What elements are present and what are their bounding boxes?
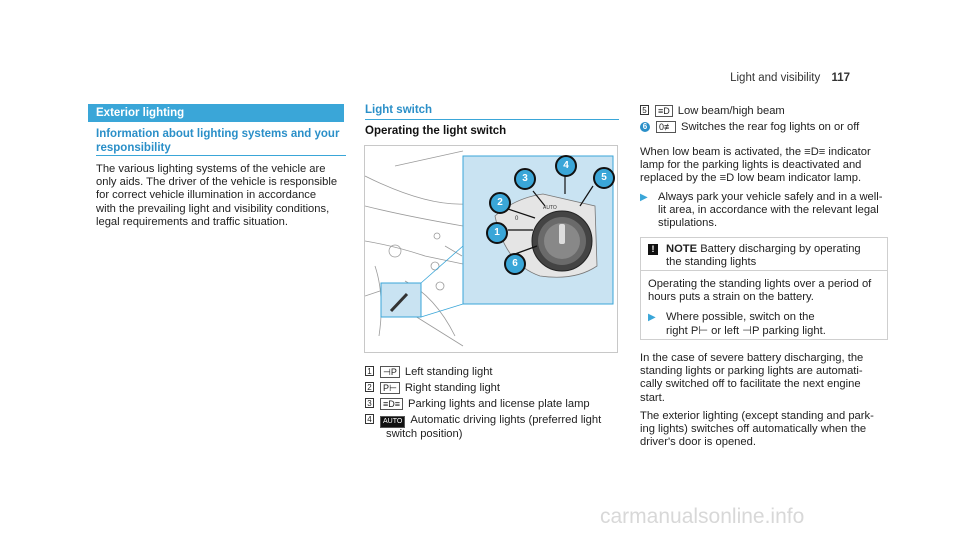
auto-light-icon: AUTO [380,416,405,428]
text-line: for correct vehicle illumination in accordance [96,189,317,202]
auto-off-paragraph [640,410,892,450]
arrow-icon: ▶ [640,192,648,203]
legend-text: Right standing light [404,382,500,394]
text-line: Operating the standing lights over a period of [648,278,872,290]
parking-lights-icon: ≡D≡ [380,398,403,410]
section-name: Light and visibility [730,72,821,84]
text-line: replaced by the ≡D low beam indicator lamp. [640,172,862,185]
note-title: the standing lights [666,256,757,269]
legend-text: Switches the rear fog lights on or off [681,121,860,133]
rear-fog-light-icon: 0≢ [656,121,676,133]
legend-item-6 [640,121,859,134]
low-beam-icon: ≡D [655,105,673,117]
text-line: start. [640,391,665,404]
section-title: Light switch [365,104,433,116]
subsection-title: Operating the light switch [365,125,507,137]
legend-item [365,366,625,379]
legend-item [365,398,625,411]
callout-6: 6 [504,253,526,275]
text-line: ing lights) switches off automatically when the [640,423,867,436]
legend-text: Parking lights and license plate lamp [408,398,590,410]
note-title: Battery discharging by operating [700,243,861,255]
legend-item [365,382,625,395]
page-number: 117 [831,72,850,84]
legend-number: 4 [365,414,374,424]
arrow-icon: ▶ [648,312,656,324]
note-body [648,278,884,338]
auto-label: AUTO [543,205,557,211]
legend-text: Automatic driving lights (preferred light [410,414,602,426]
text-line: The exterior lighting (except standing and park- [640,410,874,422]
text-line: legal requirements and traffic situation. [96,215,288,228]
callout-5: 5 [593,167,615,189]
legend-item-continuation: switch position) [386,428,463,440]
legend-number: 5 [640,105,649,115]
text-line: lamp for the parking lights is deactivated and [640,159,862,172]
note-label: NOTE [666,243,698,255]
dashboard-drawing [365,146,618,353]
legend-item [365,414,625,428]
text-line: stipulations. [658,217,718,230]
right-standing-light-icon: P⊢ [380,382,400,394]
parking-advice [640,191,892,231]
text-line: standing lights or parking lights are automati- [640,365,863,378]
callout-1: 1 [486,222,508,244]
callout-3: 3 [514,168,536,190]
battery-paragraph [640,352,892,405]
watermark: carmanualsonline.info [600,505,805,528]
callout-4: 4 [555,155,577,177]
text-line: Where possible, switch on the [666,311,815,324]
text-line: In the case of severe battery discharging, the [640,352,864,364]
text-line: driver's door is opened. [640,436,756,449]
legend-number: 2 [365,382,374,392]
warning-icon: ! [648,244,658,255]
text-line: right P⊢ or left ⊣P parking light. [666,324,826,337]
off-label: 0 [515,216,519,222]
text-line: only aids. The driver of the vehicle is responsible [96,176,338,189]
divider [96,155,346,156]
text-line: The various lighting systems of the vehicle are [96,163,326,175]
intro-paragraph [96,163,348,229]
subheading-line: Information about lighting systems and your [96,128,340,140]
legend-number: 6 [640,122,650,132]
low-beam-paragraph [640,146,890,186]
subheading-line: responsibility [96,142,171,154]
subsection-heading [96,127,346,155]
legend-list [365,366,625,441]
note-header [648,243,884,269]
left-standing-light-icon: ⊣P [380,366,400,378]
text-line: hours puts a strain on the battery. [648,291,814,304]
legend-item-5 [640,105,785,118]
callout-2: 2 [489,192,511,214]
running-header [730,72,850,84]
legend-number: 3 [365,398,374,408]
divider [365,119,619,120]
legend-text: Low beam/high beam [677,105,785,117]
text-line: Always park your vehicle safely and in a well- [658,191,883,203]
section-banner: Exterior lighting [88,104,344,122]
text-line: with the prevailing light and visibility conditions, [96,202,330,215]
text-line: lit area, in accordance with the relevant legal [658,204,879,217]
light-switch-illustration [364,145,618,353]
legend-text: Left standing light [404,366,493,378]
legend-number: 1 [365,366,374,376]
text-line: cally switched off to facilitate the next engine [640,378,861,391]
text-line: When low beam is activated, the ≡D≡ indicator [640,146,871,158]
